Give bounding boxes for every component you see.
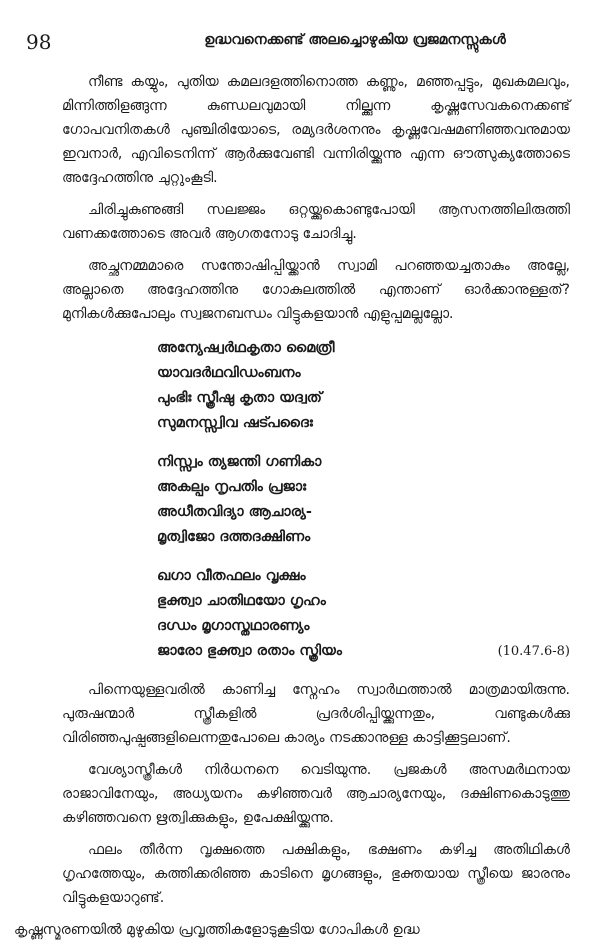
paragraph: ചിരിച്ചുകുണുങ്ങി സലജ്ജം ഒറ്റയ്ക്കുകൊണ്ടുപോയി ആസനത്തിലിരുത്തി വണക്കത്തോടെ അവർ ആഗതനോടു ചോദിച്ചു. (62, 202, 570, 242)
verse-line: യാവദർഥവിഡംബനം (157, 365, 301, 381)
paragraph: അച്ഛനമ്മമാരെ സന്തോഷിപ്പിയ്ക്കാൻ സ്വാമി പറഞ്ഞയച്ചതാകും അല്ലേ, അല്ലാതെ അദ്ദേഹത്തിനു ഗോകുലത്തിൽ എന്താണ് ഓർക്കാനുള്ളത്? മുനികൾക്കുപോലും സ്വജനബന്ധം വിട്ടുകളയാൻ എളുപ്പമല്ലല്ലോ. (62, 258, 570, 322)
verse-line: നിസ്സ്വം ത്യജന്തി ഗണികാ (157, 454, 322, 470)
running-title: ഉദ്ധവനെക്കണ്ട് അലച്ചൊഴുകിയ വ്രജമനസ്സുകൾ (204, 32, 506, 48)
verse-reference: (10.47.6-8) (497, 644, 570, 659)
verse-stanza (157, 336, 570, 436)
paragraph: ഫലം തീർന്ന വൃക്ഷത്തെ പക്ഷികളും, ഭക്ഷണം കഴിച്ച അതിഥികൾ ഗൃഹത്തേയും, കത്തിക്കരിഞ്ഞ കാടിനെ മൃഗങ്ങളും, ഭുക്തയായ സ്ത്രീയെ ജാരനും വിട്ടുകളയാറുണ്ട്. (62, 842, 570, 906)
verse-line: സുമനസ്സ്വിവ ഷട്പദൈഃ (157, 415, 313, 431)
continuation-line: കൃഷ്ണസ്മരണയിൽ മുഴുകിയ പ്രവൃത്തികളോടുകൂടിയ ഗോപികൾ ഉദ്ധ (14, 922, 420, 938)
paragraph: നീണ്ട കയ്യും, പുതിയ കമലദളത്തിനൊത്ത കണ്ണും, മഞ്ഞപ്പട്ടും, മുഖകമലവും, മിന്നിത്തിളങ്ങുന്ന കുണ്ഡലവുമായി നില്ക്കുന്ന കൃഷ്ണസേവകനെക്കണ്ട് ഗോപവനിതകൾ പുഞ്ചിരിയോടെ, രമ്യദർശനനും കൃഷ്ണവേഷമണിഞ്ഞവനുമായ ഇവനാർ, എവിടെനിന്ന് ആർക്കുവേണ്ടി വന്നിരിയ്ക്കുന്നു എന്ന ഔത്സുക്യത്തോടെ അദ്ദേഹത്തിനു ചുറ്റുംകൂടി. (62, 74, 570, 186)
sanskrit-verse (62, 336, 570, 664)
verse-line: അധീതവിദ്യാ ആചാര്യ- (157, 504, 312, 520)
paragraph: പിന്നെയുള്ളവരിൽ കാണിച്ച സ്നേഹം സ്വാർഥത്താൽ മാത്രമായിരുന്നു. പുരുഷന്മാർ സ്ത്രീകളിൽ പ്രദർശിപ്പിയ്ക്കുന്നതും, വണ്ടുകൾക്കു വിരിഞ്ഞപുഷ്പങ്ങളിലെന്നതുപോലെ കാര്യം നടക്കാനുള്ള കാട്ടിക്കൂട്ടലാണ്. (62, 682, 570, 746)
verse-stanza (157, 564, 570, 664)
verse-line: ഖഗാ വീതഫലം വൃക്ഷം (157, 568, 306, 584)
page-header (18, 30, 582, 58)
verse-line: അകല്പം നൃപതിം പ്രജാഃ (157, 479, 307, 495)
verse-line: അന്യേഷ്വർഥകൃതാ മൈത്രീ (157, 340, 335, 356)
verse-line: ദഗ്ധം മൃഗാസ്തഥാരണ്യം (157, 618, 310, 634)
verse-line-text: ജാരോ ഭുക്ത്വാ രതാം സ്ത്രിയം (157, 643, 342, 659)
paragraph: വേശ്യാസ്ത്രീകൾ നിർധനനെ വെടിയുന്നു. പ്രജകൾ അസമർഥനായ രാജാവിനേയും, അധ്യയനം കഴിഞ്ഞവർ ആചാര്യനേയും, ദക്ഷിണകൊടുത്തു കഴിഞ്ഞവനെ ഋത്വിക്കുകളും, ഉപേക്ഷിയ്ക്കുന്നു. (62, 762, 570, 826)
verse-line: പുംഭിഃ സ്ത്രീഷു കൃതാ യദ്വത് (157, 390, 322, 406)
verse-line: ഭുക്ത്വാ ചാതിഥയോ ഗൃഹം (157, 593, 326, 609)
verse-line-last (157, 639, 570, 664)
verse-line: മൃത്വിജോ ദത്തദക്ഷിണം (157, 529, 311, 545)
page-body (14, 70, 570, 950)
page-number: 98 (26, 30, 52, 54)
verse-stanza (157, 450, 570, 550)
